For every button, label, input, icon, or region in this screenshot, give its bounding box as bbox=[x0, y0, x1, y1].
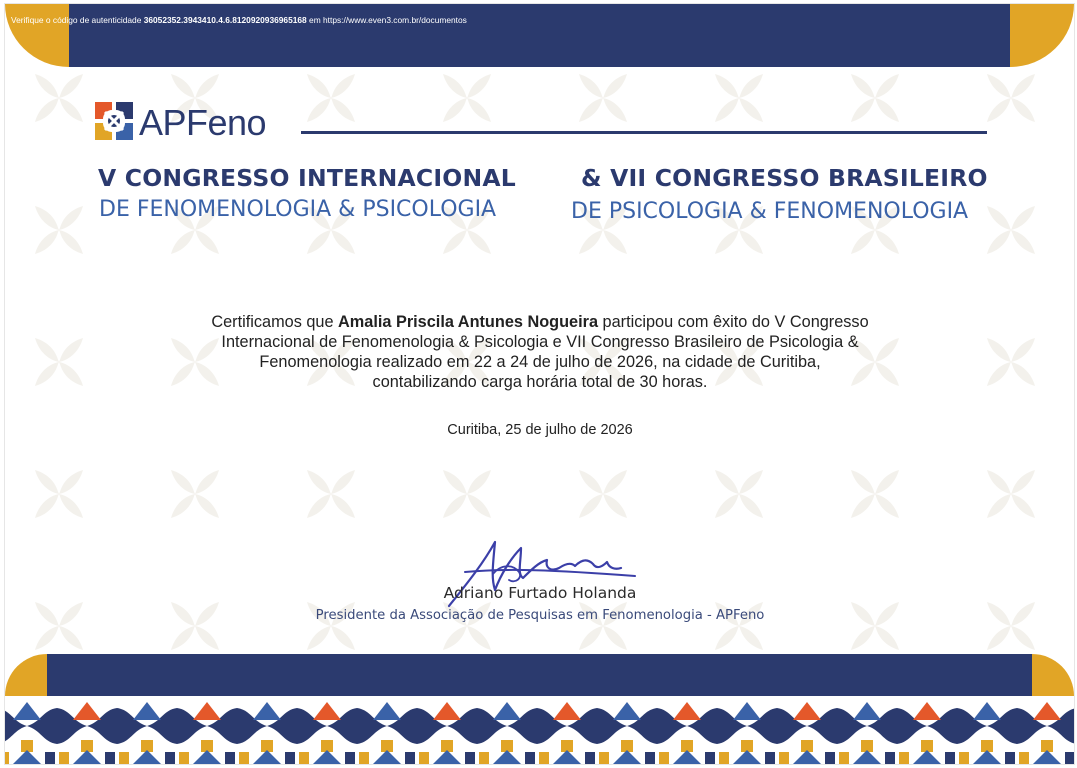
event-title-right-line2: DE PSICOLOGIA & FENOMENOLOGIA bbox=[571, 199, 969, 224]
statement-intro: Certificamos que bbox=[211, 313, 339, 331]
statement-line4: contabilizando carga horária total de 30 horas. bbox=[372, 373, 708, 391]
apfeno-logo-icon bbox=[93, 100, 135, 142]
verification-suffix: em https://www.even3.com.br/documentos bbox=[306, 15, 467, 25]
issue-date-place: Curitiba, 25 de julho de 2026 bbox=[447, 422, 633, 438]
top-right-corner-ornament bbox=[1010, 4, 1074, 67]
signatory-role: Presidente da Associação de Pesquisas em Fenomenologia - APFeno bbox=[315, 608, 765, 623]
event-title-left-line1: V CONGRESSO INTERNACIONAL bbox=[98, 164, 516, 192]
statement-line1-rest: participou com êxito do V Congresso bbox=[598, 313, 869, 331]
signatory-name: Adriano Furtado Holanda bbox=[443, 584, 637, 602]
top-left-corner-ornament bbox=[5, 4, 69, 67]
certificate-page bbox=[4, 3, 1075, 765]
bottom-decorative-banner bbox=[5, 654, 1074, 764]
verification-prefix: Verifique o código de autenticidade bbox=[11, 15, 144, 25]
handwritten-signature bbox=[435, 534, 655, 614]
statement-line2: Internacional de Fenomenologia & Psicologia e VII Congresso Brasileiro de Psicologia & bbox=[221, 333, 859, 351]
top-navy-band bbox=[67, 4, 1012, 67]
participant-name: Amalia Priscila Antunes Nogueira bbox=[338, 313, 599, 331]
event-title-right-line1: & VII CONGRESSO BRASILEIRO bbox=[581, 164, 988, 192]
top-banner bbox=[5, 4, 1074, 67]
event-title-left-line2: DE FENOMENOLOGIA & PSICOLOGIA bbox=[99, 197, 497, 222]
certificate-statement bbox=[165, 312, 915, 392]
verification-code: 36052352.3943410.4.6.8120920936965168 bbox=[143, 15, 307, 25]
header-rule bbox=[301, 131, 987, 134]
apfeno-logo-text: APFeno bbox=[139, 102, 267, 143]
statement-line1 bbox=[165, 312, 915, 332]
statement-line3: Fenomenologia realizado em 22 a 24 de julho de 2026, na cidade de Curitiba, bbox=[259, 353, 821, 371]
verification-notice bbox=[11, 15, 467, 25]
